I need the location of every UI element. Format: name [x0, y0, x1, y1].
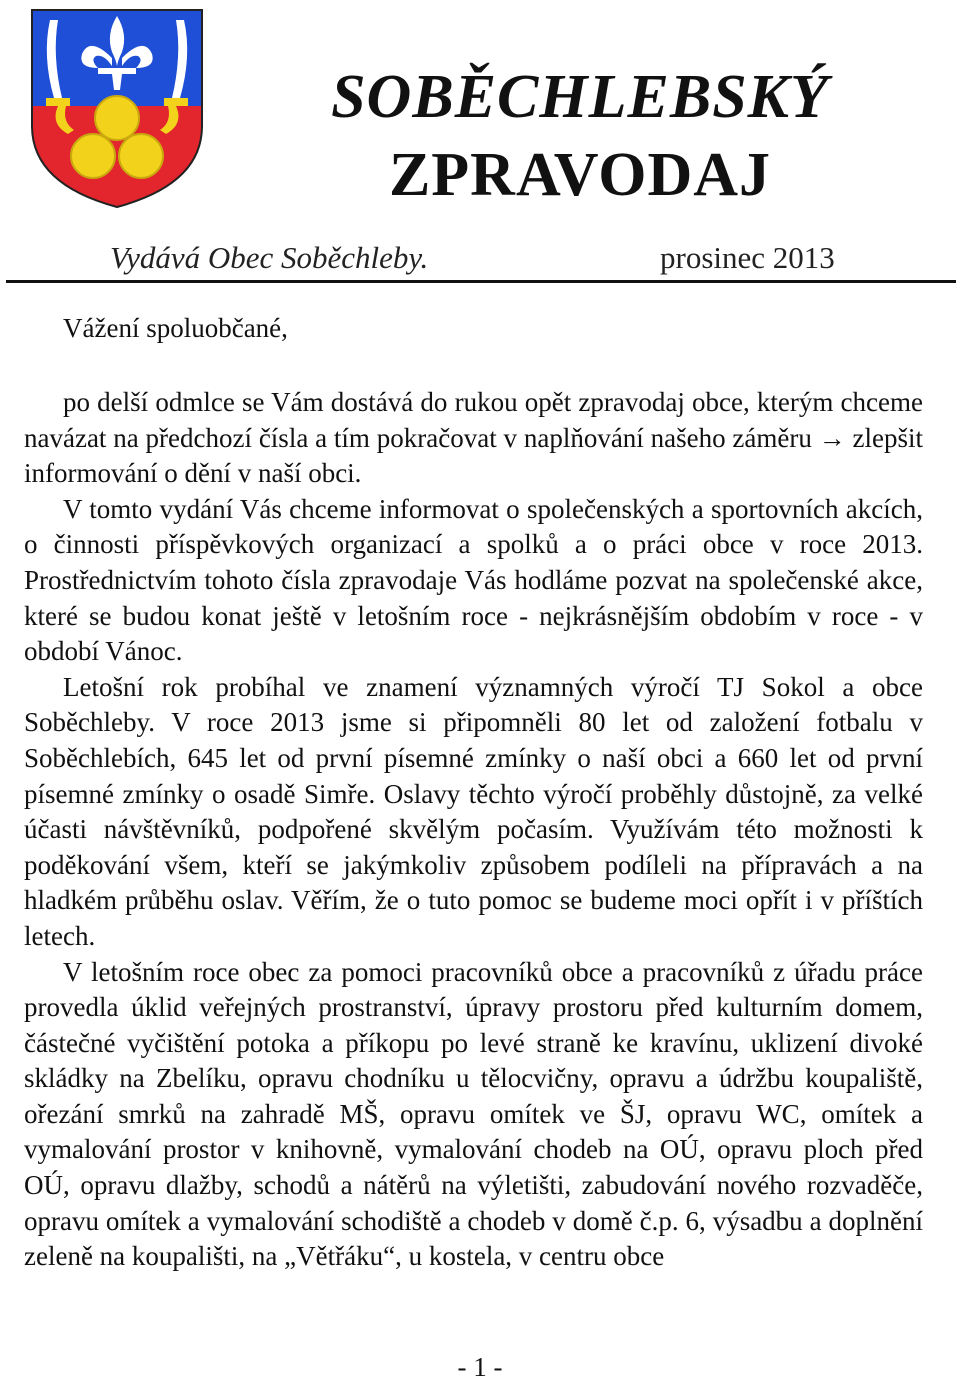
page-number: - 1 - — [457, 1352, 503, 1382]
publisher-line: Vydává Obec Soběchleby. — [110, 240, 429, 275]
greeting: Vážení spoluobčané, — [63, 313, 288, 343]
header-divider — [6, 280, 956, 283]
issue-date: prosinec 2013 — [660, 240, 835, 275]
article-body — [24, 385, 923, 1275]
paragraph: po delší odmlce se Vám dostává do rukou opět zpravodaj obce, kterým chceme navázat na předchozí čísla a tím pokračovat v naplňování našeho záměru → zlepšit informování o dění v naší obci. — [24, 387, 923, 489]
newsletter-title-line2: ZPRAVODAJ — [388, 141, 772, 209]
paragraph: V letošním roce obec za pomoci pracovníků obce a pracovníků z úřadu práce provedla úklid veřejných prostranství, úpravy prostoru před kulturním domem, částečné vyčištění potoka a příkopu po levé straně ke kravínu, uklizení divoké skládky na Zbelíku, opravu chodníku u tělocvičny, opravu a údržbu koupaliště, ořezání smrků na zahradě MŠ, opravu omítek ve ŠJ, opravu WC, omítek a vymalování prostor v knihovně, vymalování chodeb na OÚ, opravu ploch před OÚ, opravu dlažby, schodů a nátěrů na výletišti, zabudování nového rozvaděče, opravu omítek a vymalování schodiště a chodeb v domě č.p. 6, výsadbu a doplnění zeleně na koupališti, na „Větřáku“, u kostela, v centru obce — [24, 956, 923, 1272]
paragraph: V tomto vydání Vás chceme informovat o společenských a sportovních akcích, o činnosti příspěvkových organizací a spolků a o práci obce v roce 2013. Prostřednictvím tohoto čísla zpravodaje Vás hodláme pozvat na společenské akce, které se budou konat ještě v letošním roce - nejkrásnějším obdobím v roce - v období Vánoc. — [24, 493, 923, 667]
newsletter-title-line1: SOBĚCHLEBSKÝ — [331, 63, 829, 131]
paragraph: Letošní rok probíhal ve znamení významných výročí TJ Sokol a obce Soběchleby. V roce 2013 jsme si připomněli 80 let od založení fotbalu v Soběchlebích, 645 let od první písemné zmínky o naší obci a 660 let od první písemné zmínky o osadě Simře. Oslavy těchto výročí proběhly důstojně, za velké účasti návštěvníků, podpořené skvělým počasím. Využívám této možnosti k poděkování všem, kteří se jakýmkoliv způsobem podíleli na přípravách a na hladkém průběhu oslav. Věřím, že o tuto pomoc se budeme moci opřít i v příštích letech. — [24, 671, 923, 951]
coat-of-arms-icon — [28, 6, 206, 211]
